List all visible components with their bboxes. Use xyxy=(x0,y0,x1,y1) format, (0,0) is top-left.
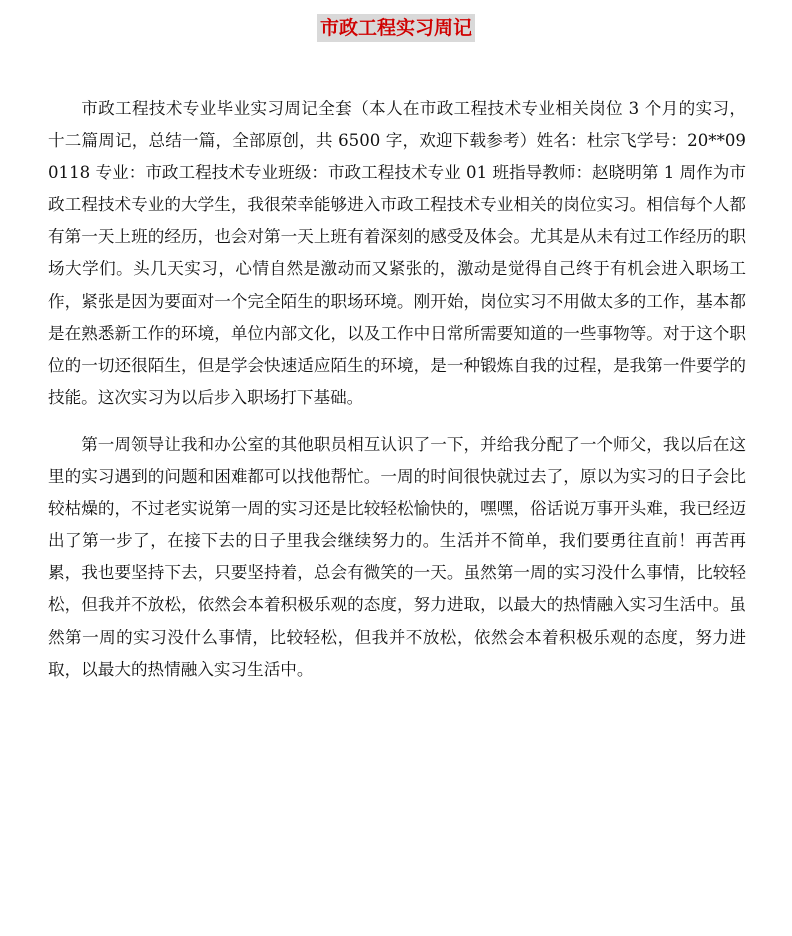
paragraph-intro: 市政工程技术专业毕业实习周记全套（本人在市政工程技术专业相关岗位 3 个月的实习，十二篇周记，总结一篇，全部原创，共 6500 字，欢迎下载参考）姓名：杜宗飞学号：20**090118 专业：市政工程技术专业班级：市政工程技术专业 01 班指导教师：赵晓明第 1 周作为市政工程技术专业的大学生，我很荣幸能够进入市政工程技术专业相关的岗位实习。相信每个人都有第一天上班的经历，也会对第一天上班有着深刻的感受及体会。尤其是从未有过工作经历的职场大学们。头几天实习，心情自然是激动而又紧张的，激动是觉得自己终于有机会进入职场工作，紧张是因为要面对一个完全陌生的职场环境。刚开始，岗位实习不用做太多的工作，基本都是在熟悉新工作的环境，单位内部文化，以及工作中日常所需要知道的一些事物等。对于这个职位的一切还很陌生，但是学会快速适应陌生的环境，是一种锻炼自我的过程，是我第一件要学的技能。这次实习为以后步入职场打下基础。 xyxy=(48,99,746,407)
document-body xyxy=(48,93,746,686)
document-title: 市政工程实习周记 xyxy=(317,14,475,42)
title-wrapper xyxy=(0,14,792,42)
paragraph-week-one: 第一周领导让我和办公室的其他职员相互认识了一下，并给我分配了一个师父，我以后在这里的实习遇到的问题和困难都可以找他帮忙。一周的时间很快就过去了，原以为实习的日子会比较枯燥的，不过老实说第一周的实习还是比较轻松愉快的，嘿嘿，俗话说万事开头难，我已经迈出了第一步了，在接下去的日子里我会继续努力的。生活并不简单，我们要勇往直前！再苦再累，我也要坚持下去，只要坚持着，总会有微笑的一天。虽然第一周的实习没什么事情，比较轻松，但我并不放松，依然会本着积极乐观的态度，努力进取，以最大的热情融入实习生活中。虽然第一周的实习没什么事情，比较轻松，但我并不放松，依然会本着积极乐观的态度，努力进取，以最大的热情融入实习生活中。 xyxy=(48,434,746,679)
